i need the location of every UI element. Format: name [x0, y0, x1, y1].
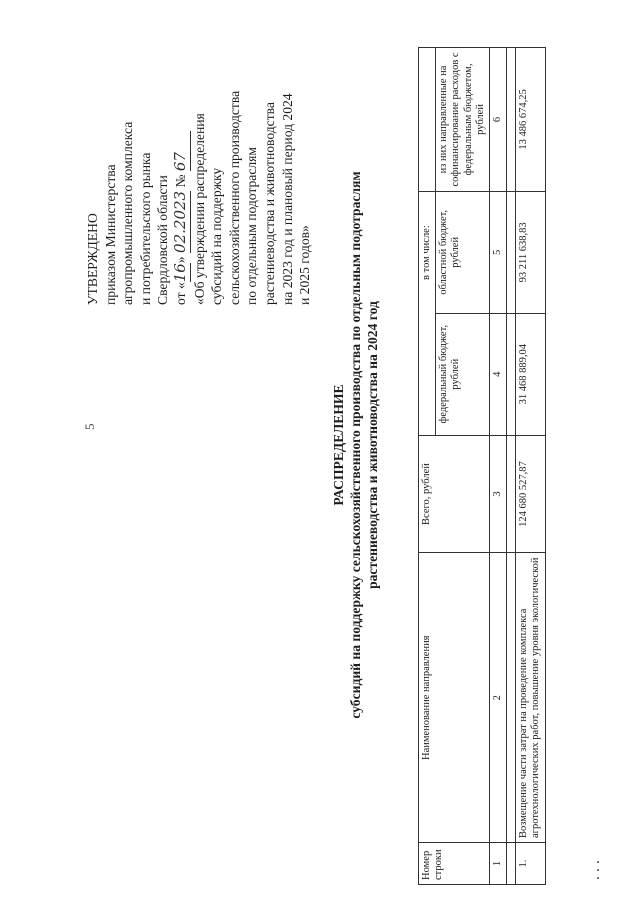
- column-number: 2: [490, 553, 507, 843]
- number-prefix: №: [172, 174, 188, 188]
- title-line-1: субсидий на поддержку сельскохозяйственного производства по отдельным подотраслям: [348, 171, 363, 719]
- approval-subject-4: по отдельным подотраслям: [244, 146, 260, 305]
- approval-subject-6: на 2023 год и плановый период 2024: [279, 93, 295, 305]
- approval-date-line: [172, 5, 191, 305]
- approval-subject-3: сельскохозяйственного производства: [226, 90, 242, 305]
- distribution-table: [418, 47, 546, 885]
- row-cofinancing: 13 486 674,25: [516, 48, 545, 192]
- scan-margin-marks: [597, 855, 601, 895]
- date-sep: »: [172, 256, 188, 264]
- title-line-2: растениеводства и животноводства на 2024 год: [365, 301, 380, 589]
- header-total: Всего, рублей: [419, 435, 490, 553]
- row-federal: 31 468 889,04: [516, 313, 545, 435]
- column-number: 4: [490, 313, 507, 435]
- column-number-row: [490, 48, 507, 885]
- table-header-row: [419, 48, 436, 885]
- header-federal: федеральный бюджет, рублей: [436, 313, 490, 435]
- approval-subject-1: «Об утверждении распределения: [191, 113, 207, 305]
- header-including-spacer: [419, 313, 436, 435]
- approval-line-5: Свердловской области: [155, 175, 171, 305]
- title-heading: РАСПРЕДЕЛЕНИЕ: [331, 384, 346, 506]
- column-number: 5: [490, 191, 507, 313]
- approval-line-3: агропромышленного комплекса: [120, 121, 136, 305]
- header-including: в том числе:: [419, 191, 436, 313]
- column-number: 3: [490, 435, 507, 553]
- header-cofinancing: из них направленные на софинансирование расходов с федеральным бюджетом, рублей: [436, 48, 490, 192]
- table-separator: [507, 48, 516, 885]
- approval-stamp: [84, 5, 314, 305]
- approval-line-2: приказом Министерства: [102, 164, 118, 305]
- page-number: 5: [82, 423, 97, 430]
- row-regional: 93 211 638,83: [516, 191, 545, 313]
- row-num: 1.: [516, 843, 545, 885]
- row-total: 124 680 527,87: [516, 435, 545, 553]
- date-day: 16: [170, 263, 189, 283]
- header-including-end: [419, 48, 436, 192]
- column-number: 1: [490, 843, 507, 885]
- row-name: Возмещение части затрат на проведение комплекса агротехнологических работ, повышение уровня экологической: [516, 553, 545, 843]
- header-regional: областной бюджет, рублей: [436, 191, 490, 313]
- header-direction: Наименование направления: [419, 553, 490, 843]
- approval-line-4: и потребительского рынка: [137, 152, 153, 305]
- approval-line-1: УТВЕРЖДЕНО: [85, 213, 100, 305]
- approval-subject-5: растениеводства и животноводства: [261, 102, 277, 305]
- document-title: [330, 125, 381, 765]
- header-row-number: Номер строки: [419, 843, 490, 885]
- date-rest: 02.2023: [170, 190, 189, 253]
- table-row: [516, 48, 545, 885]
- date-prefix: от «: [172, 282, 188, 305]
- approval-subject-2: субсидий на поддержку: [209, 167, 225, 305]
- column-number: 6: [490, 48, 507, 192]
- order-number: 67: [172, 131, 191, 171]
- approval-subject-7: и 2025 годов»: [297, 225, 313, 305]
